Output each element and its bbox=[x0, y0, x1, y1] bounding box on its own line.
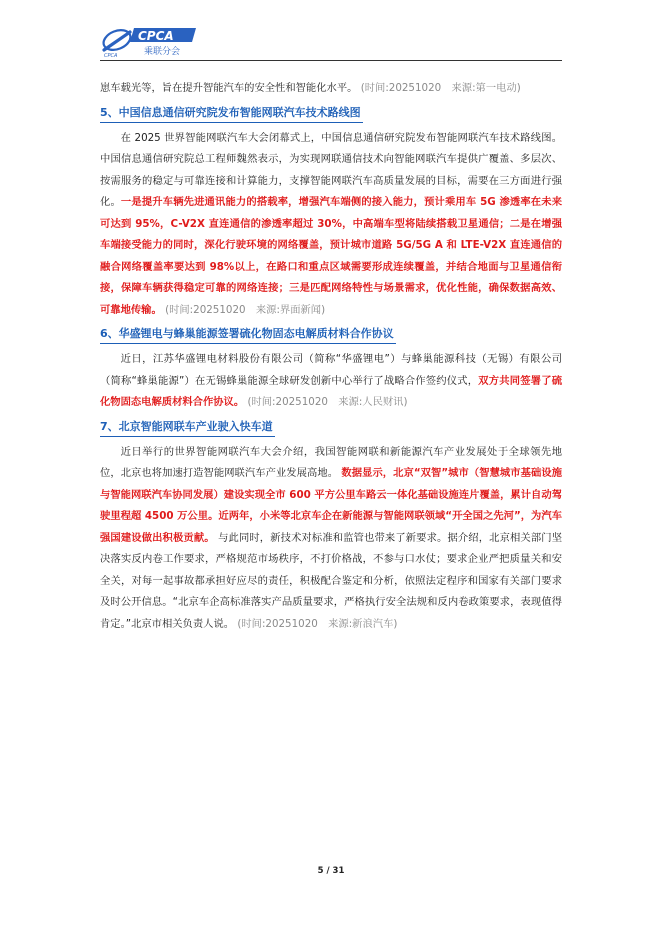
section-7-highlight: 数据显示，北京“双智”城市（智慧城市基础设施与智能网联汽车协同发展）建设实现全市 600 平方公里车路云一体化基础设施连片覆盖，累计自动驾驶里程超 4500 万公里。近两年，小米等北京车企在新能源与智能网联领域“开全国之先河”，为汽车强国建设做出积极贡献。 bbox=[100, 467, 562, 544]
section-6-meta: (时间:20251020 来源:人民财讯) bbox=[247, 396, 408, 408]
section-5-text: 在 2025 世界智能网联汽车大会闭幕式上，中国信息通信研究院发布智能网联汽车技术路线图。中国信息通信研究院总工程师魏然表示，为实现网联通信技术向智能网联汽车提供广覆盖、多层次、按需服务的稳定与可靠连接和计算能力，支撑智能网联汽车高质量发展的目标，需要在三方面进行强化。 bbox=[100, 131, 562, 208]
section-7-heading: 7、北京智能网联车产业驶入快车道 bbox=[100, 418, 275, 437]
section-7-text-2: 与此同时，新技术对标准和监管也带来了新要求。据介绍，北京相关部门坚决落实反内卷工作要求，严格规范市场秩序，不打价格战，不参与口水仗；要求企业严把质量关和安全关，对每一起事故都承担好应尽的责任，积极配合鉴定和分析，依照法定程序和国家有关部门要求及时公开信息。“北京车企高标准落实产品质量要求，严格执行安全法规和反内卷政策要求，表现值得肯定。”北京市相关负责人说。 bbox=[100, 531, 563, 630]
section-6-text: 近日，江苏华盛锂电材料股份有限公司（简称“华盛锂电”）与蜂巢能源科技（无锡）有限公司（简称“蜂巢能源”）在无锡蜂巢能源全球研发创新中心举行了战略合作签约仪式， bbox=[100, 353, 562, 387]
header-rule bbox=[100, 60, 562, 61]
logo-subtext: 乘联分会 bbox=[144, 47, 181, 57]
page-number: 5 / 31 bbox=[317, 866, 345, 876]
document-body bbox=[100, 78, 562, 635]
section-5-meta: (时间:20251020 来源:界面新闻) bbox=[165, 303, 326, 316]
logo-small-text: CPCA bbox=[104, 53, 118, 58]
section-6-heading: 6、华盛锂电与蜂巢能源签署硫化物固态电解质材料合作协议 bbox=[100, 325, 396, 344]
section-6-paragraph bbox=[100, 349, 562, 414]
section-6-highlight: 双方共同签署了硫化物固态电解质材料合作协议。 bbox=[100, 374, 563, 408]
logo-text: CPCA bbox=[138, 29, 174, 43]
intro-text: 崽车载光等，旨在提升智能汽车的安全性和智能化水平。 bbox=[100, 82, 358, 94]
section-7-paragraph bbox=[100, 442, 562, 636]
section-5-highlight: 一是提升车辆先进通讯能力的搭载率，增强汽车端侧的接入能力，预计乘用车 5G 渗透率在未来可达到 95%，C-V2X 直连通信的渗透率超过 30%，中高端车型将陆续搭载卫星通信；二是在增强车端接受能力的同时，深化行驶环境的网络覆盖，预计城市道路 5G/5G A 和 LTE-V2X 直连通信的融合网络覆盖率要达到 98%以上，在路口和重点区域需要形成连续覆盖，并结合地面与卫星通信衔接，保障车辆获得稳定可靠的网络连接；三是匹配网络特性与场景需求，优化性能，确保数据高效、可靠地传输。 bbox=[100, 196, 563, 316]
cpca-logo bbox=[100, 24, 200, 58]
section-5-paragraph bbox=[100, 128, 562, 322]
section-7-text: 近日举行的世界智能网联汽车大会介绍，我国智能网联和新能源汽车产业发展处于全球领先地位，北京也将加速打造智能网联汽车产业发展高地。 bbox=[100, 445, 562, 479]
intro-paragraph bbox=[100, 78, 562, 100]
section-5-heading: 5、中国信息通信研究院发布智能网联汽车技术路线图 bbox=[100, 104, 363, 123]
section-7-meta: (时间:20251020 来源:新浪汽车) bbox=[237, 617, 398, 630]
intro-meta: (时间:20251020 来源:第一电动) bbox=[360, 82, 521, 94]
